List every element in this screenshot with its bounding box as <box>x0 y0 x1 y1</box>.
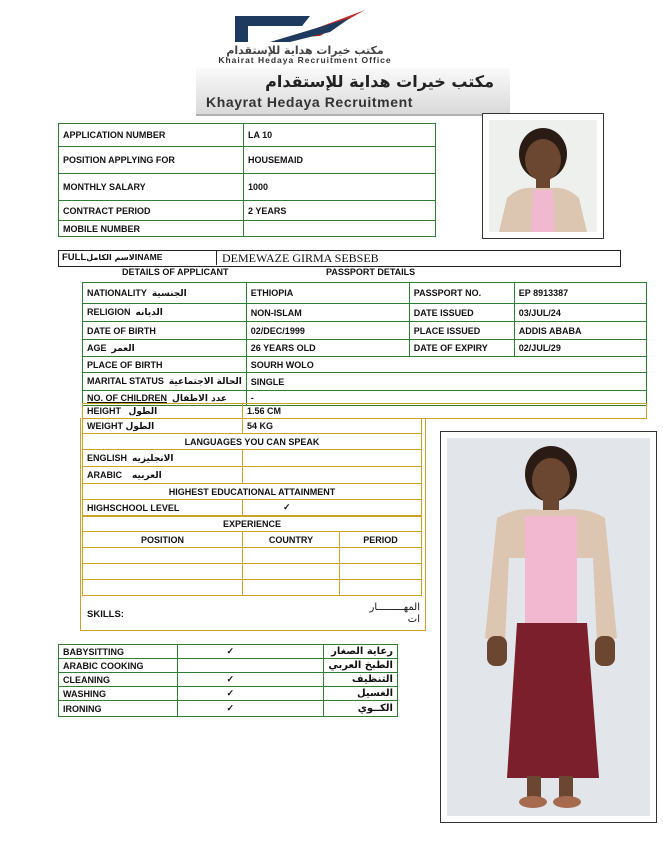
experience-header-period: PERIOD <box>340 532 422 548</box>
contract-label: CONTRACT PERIOD <box>59 201 244 221</box>
dob-label: DATE OF BIRTH <box>83 322 247 340</box>
office-name-en: Khairat Hedaya Recruitment Office <box>218 55 392 65</box>
table-row <box>59 645 398 659</box>
banner-title-en: Khayrat Hedaya Recruitment <box>206 94 413 110</box>
education-check: ✓ <box>243 500 422 516</box>
mobile-value <box>244 221 436 237</box>
mobile-label: MOBILE NUMBER <box>59 221 244 237</box>
skill-en: CLEANING <box>59 673 178 687</box>
skills-label-ar <box>330 602 420 626</box>
religion-label: RELIGION <box>87 307 131 317</box>
experience-header-country: COUNTRY <box>243 532 340 548</box>
experience-cell <box>243 580 340 596</box>
fullname-label-full: FULL <box>62 252 87 263</box>
skills-label: SKILLS: <box>87 609 124 620</box>
table-row <box>59 687 398 701</box>
fullname-label-ar: الاسم الكامل <box>86 253 138 262</box>
table-row <box>83 467 422 484</box>
applicant-photo-small <box>482 113 604 239</box>
table-row <box>59 221 436 237</box>
salary-label: MONTHLY SALARY <box>59 174 244 201</box>
languages-heading: LANGUAGES YOU CAN SPEAK <box>83 434 422 450</box>
table-row <box>83 404 647 419</box>
weight-table <box>82 418 422 516</box>
date-issued-label: DATE ISSUED <box>409 304 514 322</box>
marital-label: MARITAL STATUS <box>87 376 164 386</box>
table-row <box>59 201 436 221</box>
skill-ar: رعاية الصغار <box>324 645 398 659</box>
height-value: 1.56 CM <box>243 404 647 419</box>
experience-cell <box>83 580 243 596</box>
table-row <box>83 564 422 580</box>
date-of-expiry-value: 02/JUL/29 <box>514 340 646 357</box>
table-row <box>59 701 398 717</box>
experience-cell <box>340 580 422 596</box>
skill-en: BABYSITTING <box>59 645 178 659</box>
header-banner <box>196 68 510 116</box>
skill-ar: الطبخ العربي <box>324 659 398 673</box>
children-value: - <box>246 391 646 406</box>
table-row <box>59 174 436 201</box>
experience-cell <box>243 548 340 564</box>
age-label-ar: العمر <box>111 343 135 354</box>
position-label: POSITION APPLYING FOR <box>59 147 244 174</box>
position-value: HOUSEMAID <box>244 147 436 174</box>
applicant-portrait-icon <box>489 120 597 232</box>
marital-label-ar: الحالة الاجتماعية <box>168 377 242 387</box>
weight-label-ar: الطول <box>125 421 155 432</box>
section-applicant-heading: DETAILS OF APPLICANT <box>122 267 229 277</box>
religion-label-ar: الديانه <box>135 308 163 318</box>
fullname-row <box>58 250 621 267</box>
table-row <box>83 500 422 516</box>
table-row <box>83 373 647 391</box>
skill-ar: التنظيف <box>324 673 398 687</box>
experience-header-position: POSITION <box>83 532 243 548</box>
weight-value: 54 KG <box>243 419 422 434</box>
english-value <box>243 450 422 467</box>
skill-check: ✓ <box>178 673 324 687</box>
passport-no-value: EP 8913387 <box>514 283 646 304</box>
applicant-fullbody-icon <box>447 438 650 816</box>
body-measure-table <box>82 403 647 419</box>
skill-en: ARABIC COOKING <box>59 659 178 673</box>
table-row <box>83 484 422 500</box>
place-of-birth-value: SOURH WOLO <box>246 357 646 373</box>
skills-label-ar-line2: ات <box>407 614 420 625</box>
place-issued-value: ADDIS ABABA <box>514 322 646 340</box>
skill-check: ✓ <box>178 645 324 659</box>
table-row <box>83 548 422 564</box>
date-issued-value: 03/JUL/24 <box>514 304 646 322</box>
section-passport-heading: PASSPORT DETAILS <box>326 267 416 277</box>
table-row <box>83 419 422 434</box>
application-number-label: APPLICATION NUMBER <box>59 124 244 147</box>
passport-no-label: PASSPORT NO. <box>409 283 514 304</box>
nationality-value: ETHIOPIA <box>246 283 409 304</box>
table-row <box>59 124 436 147</box>
applicant-photo-full <box>440 431 657 823</box>
logo-mark-icon <box>230 8 370 48</box>
skills-table <box>58 644 398 717</box>
table-row <box>83 322 647 340</box>
skills-label-ar-line1: المهـــــــــار <box>369 602 420 613</box>
office-name-ar: مكتب خيرات هداية للإستقدام <box>226 44 384 57</box>
application-number-value: LA 10 <box>244 124 436 147</box>
experience-table <box>82 516 422 596</box>
experience-cell <box>83 564 243 580</box>
education-label: HIGHSCHOOL LEVEL <box>83 500 243 516</box>
table-row <box>83 517 422 532</box>
religion-value: NON-ISLAM <box>246 304 409 322</box>
skill-check <box>178 659 324 673</box>
english-label-ar: الانجليزيه <box>132 453 174 464</box>
dob-value: 02/DEC/1999 <box>246 322 409 340</box>
table-row <box>83 304 647 322</box>
table-row <box>83 283 647 304</box>
skill-check: ✓ <box>178 701 324 717</box>
table-row <box>83 450 422 467</box>
table-row <box>83 357 647 373</box>
fullname-label-name: NAME <box>137 252 163 262</box>
table-row <box>83 340 647 357</box>
experience-heading: EXPERIENCE <box>83 517 422 532</box>
place-of-birth-label: PLACE OF BIRTH <box>83 357 247 373</box>
skill-en: WASHING <box>59 687 178 701</box>
age-value: 26 YEARS OLD <box>246 340 409 357</box>
banner-title-ar: مكتب خيرات هداية للإستقدام <box>265 72 494 91</box>
arabic-label: ARABIC <box>87 469 122 480</box>
details-table <box>82 282 647 406</box>
table-row <box>59 659 398 673</box>
experience-cell <box>340 564 422 580</box>
contract-value: 2 YEARS <box>244 201 436 221</box>
table-row <box>59 673 398 687</box>
skill-ar: الكــوي <box>324 701 398 717</box>
office-logo <box>230 8 370 48</box>
experience-cell <box>340 548 422 564</box>
table-row <box>83 532 422 548</box>
english-label: ENGLISH <box>87 452 128 463</box>
table-row <box>59 147 436 174</box>
arabic-value <box>243 467 422 484</box>
skill-en: IRONING <box>59 701 178 717</box>
age-label: AGE <box>87 342 107 353</box>
application-table <box>58 123 436 237</box>
height-label-ar: الطول <box>128 406 158 417</box>
arabic-label-ar: العربيه <box>132 470 162 481</box>
table-row <box>83 434 422 450</box>
children-label: NO. OF CHILDREN <box>87 392 167 403</box>
experience-cell <box>83 548 243 564</box>
fullname-value: DEMEWAZE GIRMA SEBSEB <box>222 251 379 265</box>
place-issued-label: PLACE ISSUED <box>409 322 514 340</box>
height-label: HEIGHT <box>87 405 122 416</box>
nationality-label-ar: الجنسية <box>151 288 187 299</box>
marital-value: SINGLE <box>246 373 646 391</box>
nationality-label: NATIONALITY <box>87 287 147 298</box>
salary-value: 1000 <box>244 174 436 201</box>
children-label-ar: عدد الاطفال <box>172 393 228 404</box>
weight-label: WEIGHT <box>87 420 123 431</box>
education-heading: HIGHEST EDUCATIONAL ATTAINMENT <box>83 484 422 500</box>
experience-cell <box>243 564 340 580</box>
skill-check: ✓ <box>178 687 324 701</box>
date-of-expiry-label: DATE OF EXPIRY <box>409 340 514 357</box>
table-row <box>83 580 422 596</box>
skill-ar: الغسيل <box>324 687 398 701</box>
